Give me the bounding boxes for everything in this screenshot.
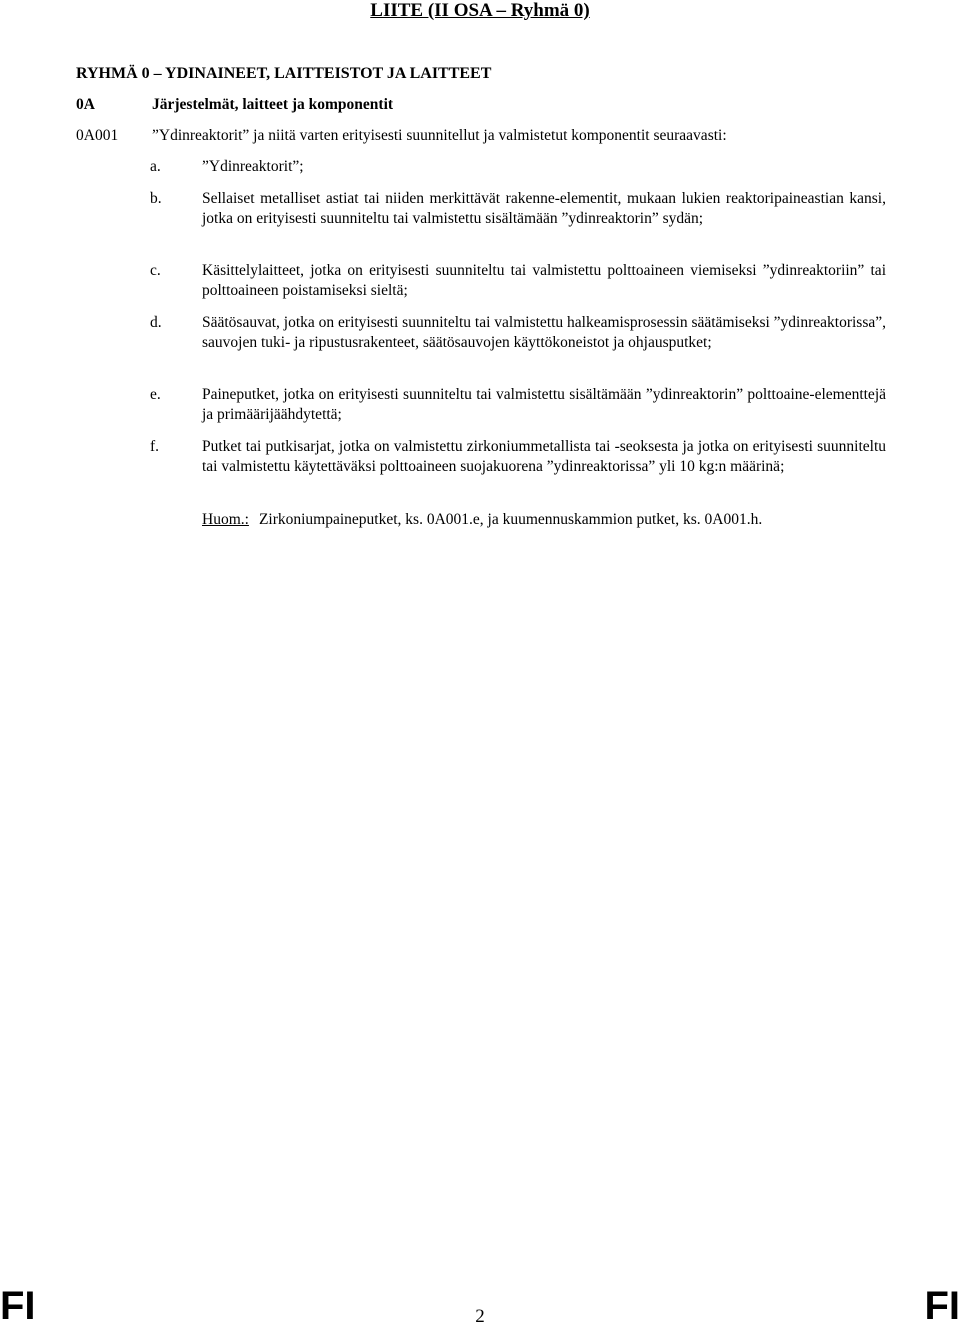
note-label: Huom.: xyxy=(202,511,249,528)
entry-title: ”Ydinreaktorit” ja niitä varten erityisesti suunnitellut ja valmistetut komponentit seuraavasti: xyxy=(152,127,727,144)
item-text: Säätösauvat, jotka on erityisesti suunniteltu tai valmistettu halkeamisprosessin säätämiseksi ”ydinreaktorissa”, sauvojen tuki- ja ripustusrakenteet, säätösauvojen käyttökoneistot ja ohjausputket; xyxy=(202,314,887,351)
list-item xyxy=(150,157,886,177)
list-item xyxy=(150,313,886,353)
item-letter: e. xyxy=(150,386,161,403)
note-text: Zirkoniumpaineputket, ks. 0A001.e, ja kuumennuskammion putket, ks. 0A001.h. xyxy=(258,511,763,528)
list-item xyxy=(150,437,886,477)
item-letter: c. xyxy=(150,262,161,279)
list-item xyxy=(150,261,886,301)
item-letter: d. xyxy=(150,314,162,331)
footer-language-left: FI xyxy=(0,1284,36,1328)
footer-language-right: FI xyxy=(924,1284,960,1328)
list-item xyxy=(150,385,886,425)
item-letter: a. xyxy=(150,158,161,175)
item-text: Sellaiset metalliset astiat tai niiden merkittävät rakenne-elementit, mukaan lukien reaktoripaineastian kansi, jotka on erityisesti suunniteltu tai valmistettu sisältämään ”ydinreaktorin” sydän; xyxy=(202,190,886,227)
item-letter: f. xyxy=(150,438,160,455)
group-title: RYHMÄ 0 – YDINAINEET, LAITTEISTOT JA LAITTEET xyxy=(76,65,492,82)
item-text: Paineputket, jotka on erityisesti suunniteltu tai valmistettu sisältämään ”ydinreaktorin” polttoaine-elementtejä ja primäärijäähdytettä; xyxy=(202,386,886,423)
entry-code: 0A001 xyxy=(76,127,119,144)
category-title: Järjestelmät, laitteet ja komponentit xyxy=(152,96,394,113)
item-letter: b. xyxy=(150,190,162,207)
page-title-text: LIITE (II OSA – Ryhmä 0) xyxy=(370,0,590,21)
category-code: 0A xyxy=(76,96,95,113)
item-text: Putket tai putkisarjat, jotka on valmistettu zirkoniummetallista tai -seoksesta ja jotka on erityisesti suunniteltu tai valmistettu käytettäväksi polttoaineen suojakuorena ”ydinreaktorissa” yli 10 kg:n määrinä; xyxy=(202,438,886,475)
item-text: Käsittelylaitteet, jotka on erityisesti suunniteltu tai valmistettu polttoaineen viemiseksi ”ydinreaktoriin” tai polttoaineen poistamiseksi sieltä; xyxy=(202,262,886,299)
item-text: ”Ydinreaktorit”; xyxy=(202,158,304,175)
list-item xyxy=(150,189,886,229)
page-number: 2 xyxy=(475,1306,485,1327)
page-title xyxy=(0,0,960,22)
note xyxy=(202,510,892,530)
